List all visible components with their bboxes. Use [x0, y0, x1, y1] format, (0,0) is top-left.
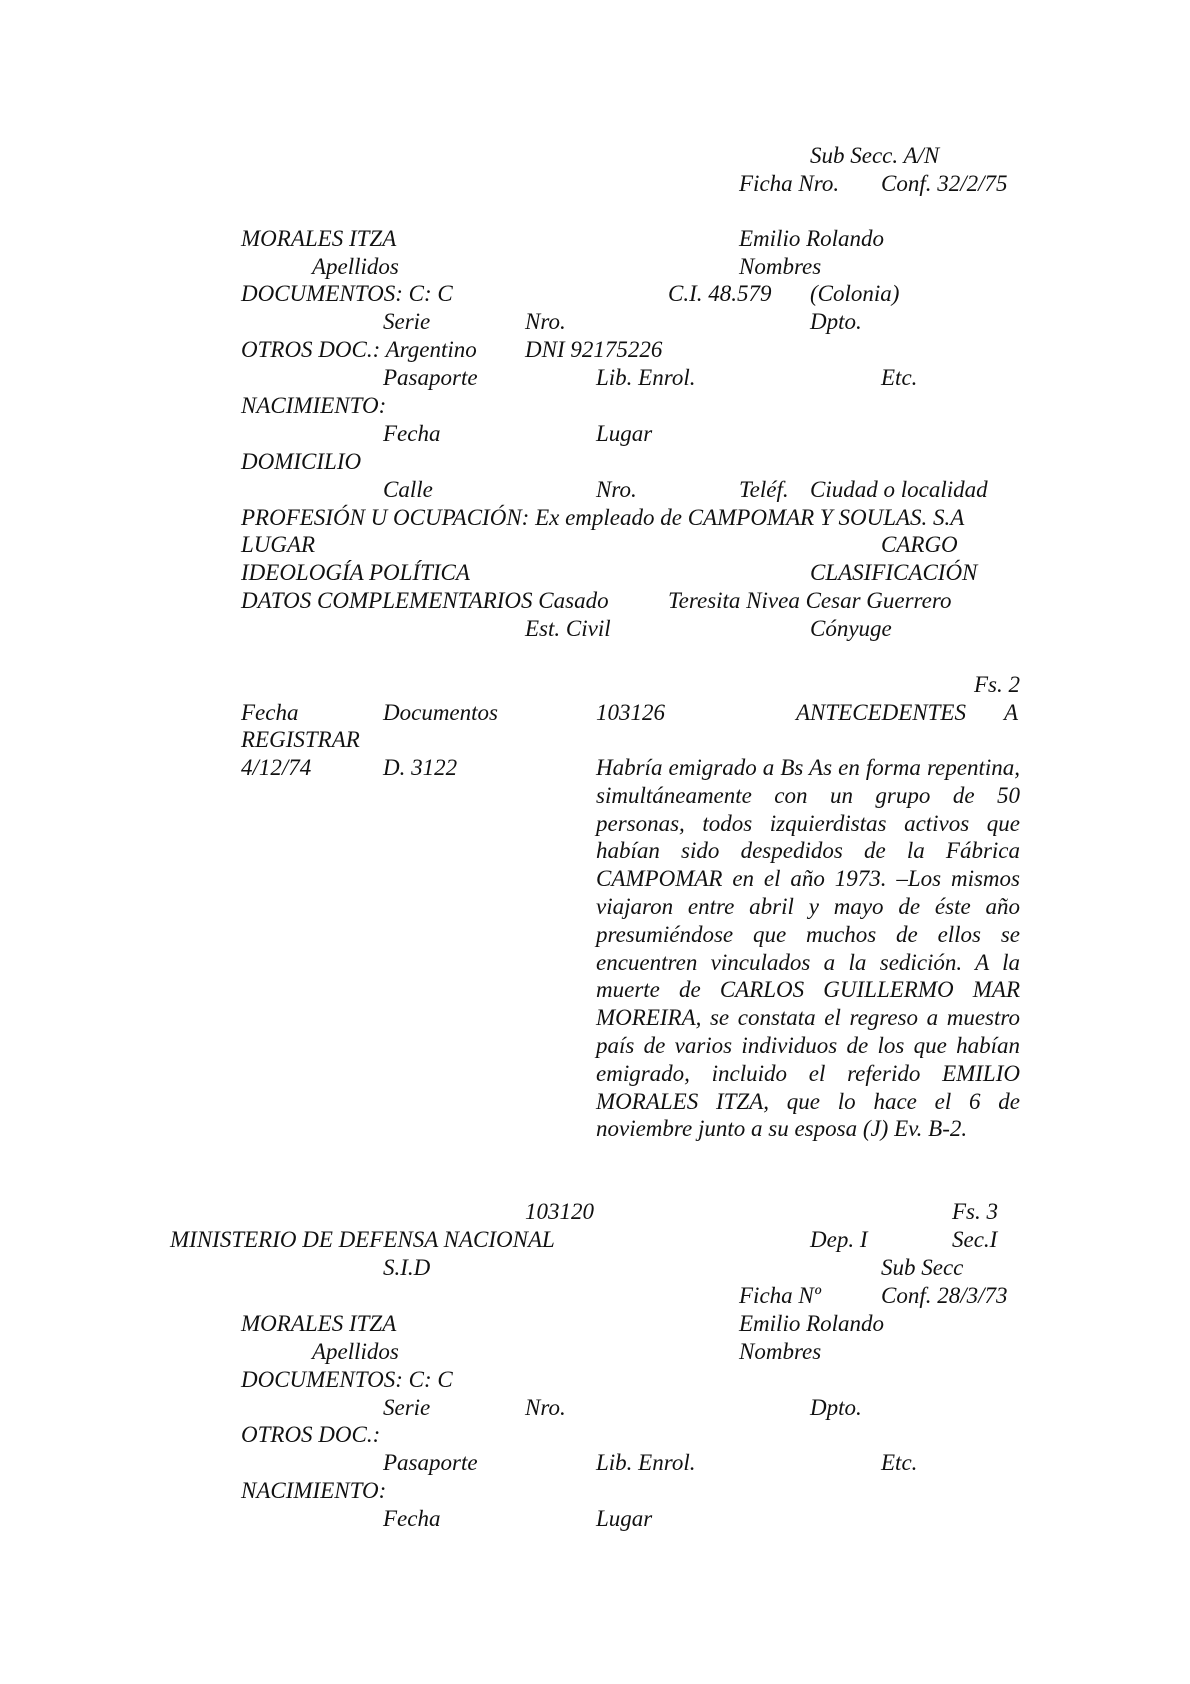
profesion-text: PROFESIÓN U OCUPACIÓN: Ex empleado de CAMPOMAR Y SOULAS. S.A	[241, 505, 965, 530]
est-civil-label: Est. Civil	[525, 616, 611, 641]
conf-text: Conf. 32/2/75	[881, 171, 1008, 196]
otros-doc-label: OTROS DOC.: Argentino	[241, 337, 477, 362]
calle-label: Calle	[383, 477, 433, 502]
nacimiento-label: NACIMIENTO:	[241, 393, 387, 418]
entry-date: 4/12/74	[241, 755, 312, 780]
dpto-value: (Colonia)	[810, 281, 900, 306]
documentos-label-3: DOCUMENTOS: C: C	[241, 1367, 453, 1392]
domicilio-label: DOMICILIO	[241, 449, 362, 474]
ficha-label-3: Ficha Nº	[739, 1283, 821, 1308]
section2-number: 103126	[596, 700, 665, 725]
datos-complementarios-text: DATOS COMPLEMENTARIOS Casado	[241, 588, 609, 613]
lib-enrol-label-3: Lib. Enrol.	[596, 1450, 696, 1475]
cargo-label: CARGO	[881, 532, 958, 557]
apellidos-value: MORALES ITZA	[241, 226, 397, 251]
dni-value: DNI 92175226	[525, 337, 663, 362]
pasaporte-label: Pasaporte	[383, 365, 478, 390]
nro-label-3: Nro.	[525, 1395, 566, 1420]
otros-doc-label-3: OTROS DOC.:	[241, 1422, 381, 1447]
telef-label: Teléf.	[739, 477, 789, 502]
apellidos-label-3: Apellidos	[312, 1339, 399, 1364]
fecha-label-3: Fecha	[383, 1506, 441, 1531]
serie-label-3: Serie	[383, 1395, 431, 1420]
documentos-label: DOCUMENTOS: C: C	[241, 281, 453, 306]
nacimiento-label-3: NACIMIENTO:	[241, 1478, 387, 1503]
nro-label: Nro.	[525, 309, 566, 334]
folio-number-2: Fs. 2	[974, 672, 1020, 697]
conyuge-label: Cónyuge	[810, 616, 892, 641]
nro2-label: Nro.	[596, 477, 637, 502]
entry-document: D. 3122	[383, 755, 458, 780]
pasaporte-label-3: Pasaporte	[383, 1450, 478, 1475]
ideologia-label: IDEOLOGÍA POLÍTICA	[241, 560, 470, 585]
nombres-value: Emilio Rolando	[739, 226, 885, 251]
antecedentes-entry-text: Habría emigrado a Bs As en forma repentina, simultáneamente con un grupo de 50 personas, todos izquierdistas activos que habían sido despedidos de la Fábrica CAMPOMAR en el año 1973. –Los mismos viajaron entre abril y mayo de éste año presumiéndose que muchos de ellos se encuentren vinculados a la sedición. A la muerte de CARLOS GUILLERMO MAR MOREIRA, se constata el regreso a muestro país de varios individuos de los que habían emigrado, incluido el referido EMILIO MORALES ITZA, que lo hace el 6 de noviembre junto a su esposa (J) Ev. B-2.	[596, 755, 1020, 1142]
nombres-label-3: Nombres	[739, 1339, 822, 1364]
dpto-label: Dpto.	[810, 309, 862, 334]
etc-label-3: Etc.	[881, 1450, 918, 1475]
conyuge-value: Teresita Nivea Cesar Guerrero	[668, 588, 952, 613]
nombres-value-3: Emilio Rolando	[739, 1311, 885, 1336]
lugar-label: Lugar	[596, 421, 653, 446]
sec-text: Sec.I	[952, 1227, 998, 1252]
subsecc-text: Sub Secc. A/N	[810, 143, 940, 168]
clasificacion-label: CLASIFICACIÓN	[810, 560, 978, 585]
dep-text: Dep. I	[810, 1227, 868, 1252]
dpto-label-3: Dpto.	[810, 1395, 862, 1420]
subsecc-text-3: Sub Secc	[881, 1255, 964, 1280]
fecha-header: Fecha	[241, 700, 299, 725]
apellidos-value-3: MORALES ITZA	[241, 1311, 397, 1336]
documentos-header: Documentos	[383, 700, 498, 725]
ministerio-heading: MINISTERIO DE DEFENSA NACIONAL	[170, 1227, 555, 1252]
ficha-label: Ficha Nro.	[739, 171, 840, 196]
lib-enrol-label: Lib. Enrol.	[596, 365, 696, 390]
lugar-label-3: Lugar	[596, 1506, 653, 1531]
antecedentes-header: ANTECEDENTES	[796, 700, 966, 725]
etc-label: Etc.	[881, 365, 918, 390]
conf-text-3: Conf. 28/3/73	[881, 1283, 1008, 1308]
nombres-label: Nombres	[739, 254, 822, 279]
folio-number-3: Fs. 3	[952, 1199, 998, 1224]
serie-label: Serie	[383, 309, 431, 334]
apellidos-label: Apellidos	[312, 254, 399, 279]
section3-number: 103120	[525, 1199, 594, 1224]
ciudad-label: Ciudad o localidad	[810, 477, 988, 502]
ci-value: C.I. 48.579	[668, 281, 772, 306]
a-header: A	[1004, 700, 1019, 725]
registrar-header: REGISTRAR	[241, 727, 360, 752]
sid-text: S.I.D	[383, 1255, 431, 1280]
fecha-label: Fecha	[383, 421, 441, 446]
lugar-upper-label: LUGAR	[241, 532, 316, 557]
